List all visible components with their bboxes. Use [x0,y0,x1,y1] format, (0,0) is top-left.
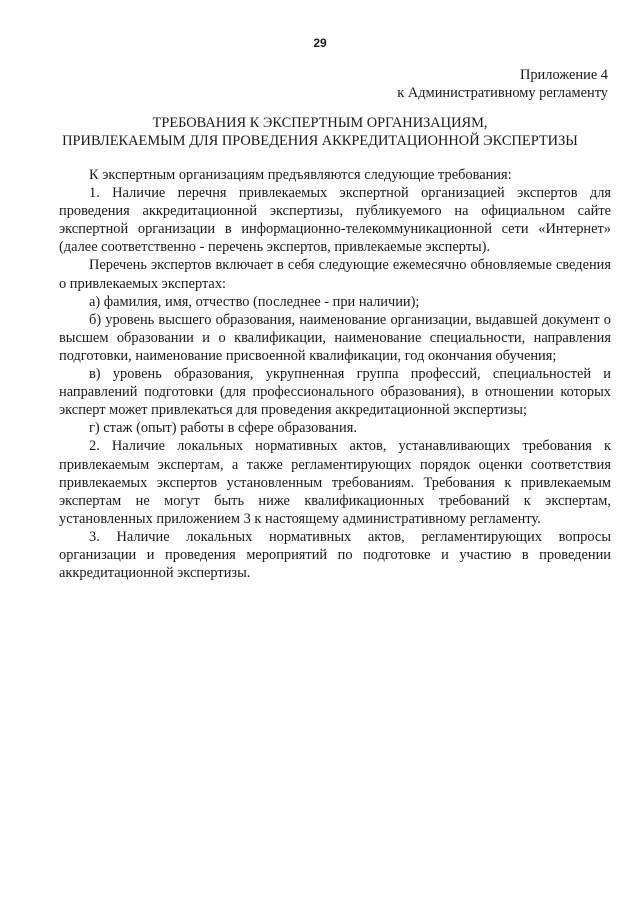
paragraph-expert-list: Перечень экспертов включает в себя следующие ежемесячно обновляемые сведения о привлекаемых экспертах: [59,257,611,292]
paragraph-requirement-2: 2. Наличие локальных нормативных актов, устанавливающих требования к привлекаемым экспертам, а также регламентирующих порядок оценки соответствия привлекаемых экспертов установленным требованиям. Требования к привлекаемым экспертам не могут быть ниже квалификационных требований к экспертам, установленных приложением 3 к настоящему административному регламенту. [59,438,611,527]
paragraph-item-v: в) уровень образования, укрупненная группа профессий, специальностей и направлений подготовки (для профессионального образования), в отношении которых эксперт может привлекаться для проведения аккредитационной экспертизы; [59,366,611,419]
paragraph-item-g: г) стаж (опыт) работы в сфере образования. [89,420,357,437]
paragraph-requirement-1: 1. Наличие перечня привлекаемых экспертной организацией экспертов для проведения аккредитационной экспертизы, публикуемого на официальном сайте экспертной организации в информационно-телекоммуникационной сети «Интернет» (далее соответственно - перечень экспертов, привлекаемые эксперты). [59,185,611,256]
document-title [0,114,640,150]
paragraph-requirement-3: 3. Наличие локальных нормативных актов, регламентирующих вопросы организации и проведения мероприятий по подготовке и участию в проведении аккредитационной экспертизы. [59,528,611,582]
paragraph-intro: К экспертным организациям предъявляются следующие требования: [89,167,512,183]
paragraph-item-a: а) фамилия, имя, отчество (последнее - при наличии); [89,293,420,310]
page-number: 29 [313,36,327,50]
title-line-1: ТРЕБОВАНИЯ К ЭКСПЕРТНЫМ ОРГАНИЗАЦИЯМ, [152,115,488,131]
appendix-number: Приложение 4 [519,67,608,83]
paragraph-item-b: б) уровень высшего образования, наименование организации, выдавшей документ о высшем образовании и о квалификации, наименование специальности, направления подготовки, наименование присвоенной квалификации, год окончания обучения; [59,311,611,364]
appendix-reference: к Административному регламенту [397,85,608,101]
appendix-note [397,66,608,102]
title-line-2: ПРИВЛЕКАЕМЫМ ДЛЯ ПРОВЕДЕНИЯ АККРЕДИТАЦИОННОЙ ЭКСПЕРТИЗЫ [62,133,578,149]
document-body [59,166,611,582]
